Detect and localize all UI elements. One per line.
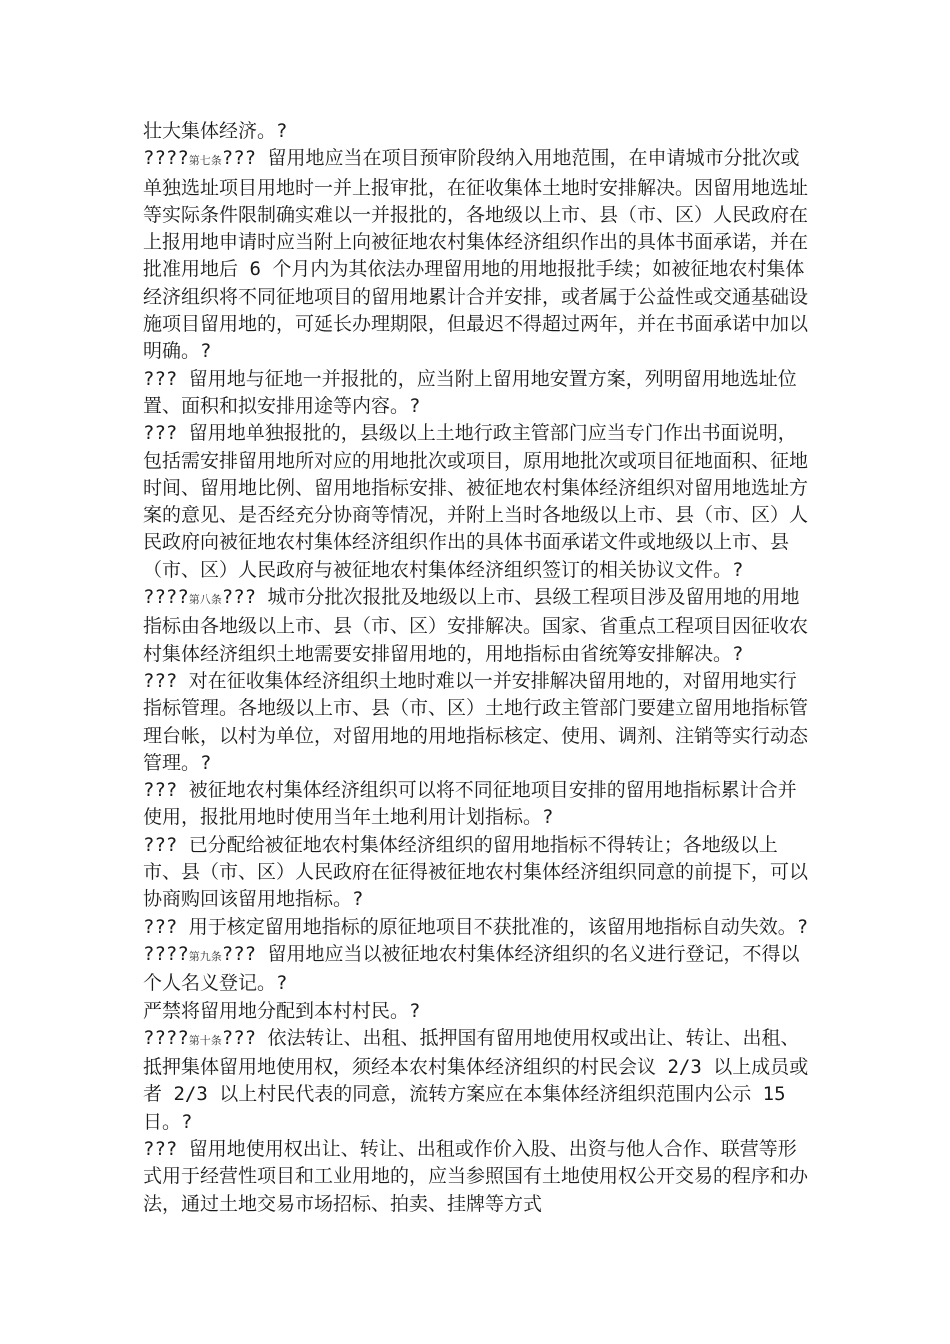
placeholder-marks: ????: [143, 1026, 189, 1049]
article-number: 第十条: [188, 1033, 222, 1047]
placeholder-marks: ???: [143, 422, 189, 445]
article-number: 第九条: [188, 949, 222, 963]
paragraph-3: [143, 366, 815, 421]
paragraph-text: 严禁将留用地分配到本村村民。?: [143, 999, 421, 1022]
paragraph-7: [143, 777, 815, 832]
placeholder-marks: ???: [143, 1137, 189, 1160]
placeholder-marks: ???: [221, 147, 268, 170]
paragraph-text: 城市分批次报批及地级以上市、县级工程项目涉及留用地的用地指标由各地级以上市、县（市、区）安排解决。国家、省重点工程项目因征收农村集体经济组织土地需要安排留用地的，用地指标由省统筹安排解决。?: [143, 586, 809, 665]
placeholder-marks: ????: [143, 942, 189, 965]
paragraph-11: [143, 998, 815, 1025]
paragraph-text: 留用地使用权出让、转让、出租或作价入股、出资与他人合作、联营等形式用于经营性项目和工业用地的，应当参照国有土地使用权公开交易的程序和办法，通过土地交易市场招标、拍卖、挂牌等方式: [143, 1137, 809, 1215]
document-page: [143, 118, 815, 1218]
paragraph-text: 用于核定留用地指标的原征地项目不获批准的，该留用地指标自动失效。?: [188, 915, 809, 938]
placeholder-marks: ???: [143, 833, 189, 856]
paragraph-1: [143, 118, 815, 145]
paragraph-text: 依法转让、出租、抵押国有留用地使用权或出让、转让、出租、抵押集体留用地使用权，须经本农村集体经济组织的村民会议 2/3 以上成员或者 2/3 以上村民代表的同意，流转方案应在本集体经济组织范围内公示 15 日。?: [143, 1026, 809, 1133]
placeholder-marks: ????: [143, 586, 189, 609]
paragraph-text: 已分配给被征地农村集体经济组织的留用地指标不得转让；各地级以上市、县（市、区）人民政府在征得被征地农村集体经济组织同意的前提下，可以协商购回该留用地指标。?: [143, 833, 809, 911]
article-7-paragraph: [143, 145, 815, 365]
placeholder-marks: ???: [143, 779, 189, 802]
placeholder-marks: ???: [221, 586, 268, 609]
paragraph-text: 留用地应当以被征地农村集体经济组织的名义进行登记，不得以个人名义登记。?: [143, 942, 800, 995]
paragraph-text: 被征地农村集体经济组织可以将不同征地项目安排的留用地指标累计合并使用，报批用地时使用当年土地利用计划指标。?: [143, 779, 797, 829]
article-8-paragraph: [143, 584, 815, 668]
article-9-paragraph: [143, 941, 815, 998]
placeholder-marks: ???: [221, 942, 268, 965]
article-number: 第八条: [188, 593, 222, 607]
paragraph-4: [143, 420, 815, 584]
placeholder-marks: ???: [143, 367, 189, 390]
placeholder-marks: ???: [143, 915, 189, 938]
paragraph-6: [143, 668, 815, 777]
paragraph-text: 留用地单独报批的，县级以上土地行政主管部门应当专门作出书面说明，包括需安排留用地所对应的用地批次或项目，原用地批次或项目征地面积、征地时间、留用地比例、留用地指标安排、被征地农村集体经济组织对留用地选址方案的意见、是否经充分协商等情况，并附上当时各地级以上市、县（市、区）人民政府向被征地农村集体经济组织作出的具体书面承诺文件或地级以上市、县（市、区）人民政府与被征地农村集体经济组织签订的相关协议文件。?: [143, 422, 809, 581]
placeholder-marks: ???: [143, 669, 189, 692]
paragraph-text: 壮大集体经济。?: [143, 120, 288, 142]
paragraph-13: [143, 1136, 815, 1218]
article-number: 第七条: [188, 154, 222, 168]
paragraph-text: 留用地应当在项目预审阶段纳入用地范围，在申请城市分批次或单独选址项目用地时一并上报审批，在征收集体土地时安排解决。因留用地选址等实际条件限制确实难以一并报批的，各地级以上市、县（市、区）人民政府在上报用地申请时应当附上向被征地农村集体经济组织作出的具体书面承诺，并在批准用地后 6 个月内为其依法办理留用地的用地报批手续；如被征地农村集体经济组织将不同征地项目的留用地累计合并安排，或者属于公益性或交通基础设施项目留用地的，可延长办理期限，但最迟不得超过两年，并在书面承诺中加以明确。?: [143, 147, 809, 363]
paragraph-9: [143, 914, 815, 941]
placeholder-marks: ???: [221, 1026, 268, 1049]
paragraph-text: 留用地与征地一并报批的，应当附上留用地安置方案，列明留用地选址位置、面积和拟安排用途等内容。?: [143, 367, 797, 417]
article-10-paragraph: [143, 1025, 815, 1136]
paragraph-text: 对在征收集体经济组织土地时难以一并安排解决留用地的，对留用地实行指标管理。各地级以上市、县（市、区）土地行政主管部门要建立留用地指标管理台帐，以村为单位，对留用地的用地指标核定、使用、调剂、注销等实行动态管理。?: [143, 669, 809, 774]
placeholder-marks: ????: [143, 147, 189, 170]
paragraph-8: [143, 832, 815, 914]
